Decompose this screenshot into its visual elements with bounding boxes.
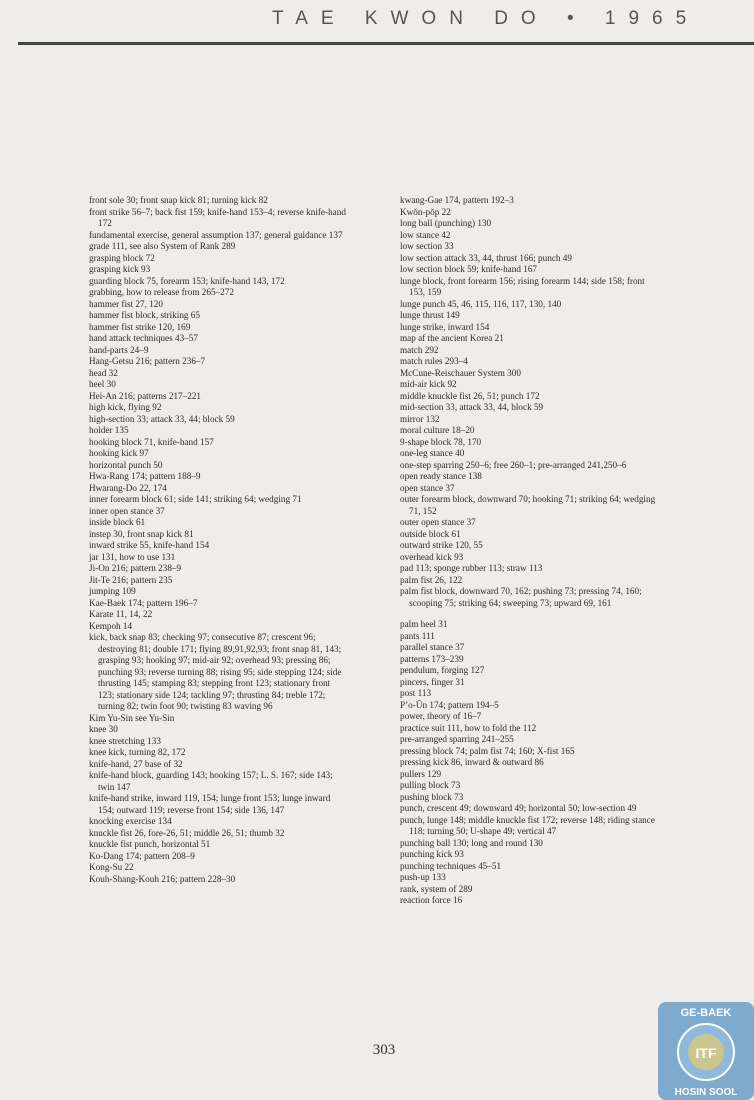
index-entry: post 113 bbox=[400, 688, 432, 698]
index-entry: Kouh-Shang-Kouh 216; pattern 228–30 bbox=[89, 873, 236, 884]
index-entry: moral culture 18–20 bbox=[400, 425, 475, 435]
index-entry: one-leg stance 40 bbox=[400, 448, 465, 458]
index-column-right bbox=[400, 195, 658, 907]
index-entry: pressing kick 86, inward & outward 86 bbox=[400, 757, 544, 767]
index-entry: high kick, flying 92 bbox=[89, 402, 162, 412]
index-entry: horizontal punch 50 bbox=[89, 459, 163, 470]
index-entry: grabbing, how to release from 265–272 bbox=[89, 287, 234, 297]
index-column-left bbox=[89, 195, 347, 885]
index-entry: jumping 109 bbox=[89, 586, 136, 596]
index-entry: inside block 61 bbox=[89, 517, 146, 527]
index-entry: knocking exercise 134 bbox=[89, 816, 172, 826]
index-entry: Kae-Baek 174; pattern 196–7 bbox=[89, 597, 198, 608]
index-entry: match rules 293–4 bbox=[400, 356, 468, 366]
index-entry: knife-hand strike, inward 119, 154; lunge front 153; lunge inward 154; outward 119; reverse front 154; side 136, 147 bbox=[89, 793, 331, 815]
index-entry: Kim Yu-Sin see Yu-Sin bbox=[89, 712, 175, 723]
index-entry: Ji-On 216; pattern 238–9 bbox=[89, 563, 182, 573]
index-entry: holder 135 bbox=[89, 425, 129, 435]
index-entry: Kong-Su 22 bbox=[89, 862, 134, 872]
index-entry: Karate 11, 14, 22 bbox=[89, 609, 153, 619]
index-entry: Jit-Te 216; pattern 235 bbox=[89, 574, 173, 585]
index-entry: knuckle fist 26, fore-26, 51; middle 26, 51; thumb 32 bbox=[89, 827, 285, 838]
index-entry: lunge block, front forearm 156; rising forearm 144; side 158; front 153, 159 bbox=[400, 275, 645, 297]
index-entry: lunge thrust 149 bbox=[400, 310, 460, 320]
page-number: 303 bbox=[372, 1042, 396, 1058]
index-entry: pre-arranged sparring 241–255 bbox=[400, 734, 514, 744]
index-entry: McCune-Reischauer System 300 bbox=[400, 367, 521, 378]
index-entry: palm heel 31 bbox=[400, 619, 448, 629]
index-entry: Hang-Getsu 216; pattern 236–7 bbox=[89, 356, 206, 366]
index-entry: hammer fist block, striking 65 bbox=[89, 310, 200, 320]
index-entry: pad 113; sponge rubber 113; straw 113 bbox=[400, 563, 543, 573]
index-entry: practice suit 111, how to fold the 112 bbox=[400, 722, 537, 733]
index-entry: mirror 132 bbox=[400, 413, 440, 424]
index-entry: open stance 37 bbox=[400, 482, 455, 493]
index-entry: 9-shape block 78, 170 bbox=[400, 436, 482, 447]
index-entry: Hei-An 216; patterns 217–221 bbox=[89, 390, 202, 401]
index-entry: pulling block 73 bbox=[400, 780, 461, 790]
index-entry: patterns 173–239 bbox=[400, 653, 464, 664]
index-entry: head 32 bbox=[89, 367, 118, 378]
index-entry: outer forearm block, downward 70; hooking 71; striking 64; wedging 71, 152 bbox=[400, 494, 656, 516]
index-entry: kwang-Gae 174, pattern 192–3 bbox=[400, 195, 514, 205]
index-entry: instep 30, front snap kick 81 bbox=[89, 528, 194, 539]
index-entry: lunge strike, inward 154 bbox=[400, 321, 490, 332]
index-entry: pincers, finger 31 bbox=[400, 676, 465, 687]
index-entry: low stance 42 bbox=[400, 229, 451, 240]
running-header-title: TAE KWON DO • 1965 bbox=[272, 8, 700, 29]
index-entry: pants 111 bbox=[400, 630, 435, 641]
index-entry: punching ball 130; long and round 130 bbox=[400, 837, 543, 848]
index-entry: punching kick 93 bbox=[400, 849, 464, 859]
index-entry: hammer fist 27, 120 bbox=[89, 298, 163, 309]
index-entry: hooking kick 97 bbox=[89, 448, 149, 458]
index-entry: power, theory of 16–7 bbox=[400, 711, 482, 721]
index-entry: punch, lunge 148; middle knuckle fist 172; reverse 148; riding stance 118; turning 50; U-shape 49; vertical 47 bbox=[400, 814, 655, 836]
svg-text:GE-BAEK: GE-BAEK bbox=[680, 1007, 732, 1019]
index-entry: mid-section 33, attack 33, 44, block 59 bbox=[400, 402, 544, 412]
index-entry: palm fist 26, 122 bbox=[400, 574, 463, 585]
index-entry: Hwarang-Do 22, 174 bbox=[89, 482, 167, 493]
index-entry: knife-hand block, guarding 143; hooking 157; L. S. 167; side 143; twin 147 bbox=[89, 770, 333, 792]
index-entry: hand attack techniques 43–57 bbox=[89, 333, 198, 343]
index-entry: hooking block 71, knife-hand 157 bbox=[89, 436, 214, 447]
index-entry: Kempoh 14 bbox=[89, 620, 133, 631]
index-entry: punch, crescent 49; downward 49; horizontal 50; low-section 49 bbox=[400, 803, 637, 813]
index-entry: front strike 56–7; back fist 159; knife-hand 153–4; reverse knife-hand 172 bbox=[89, 206, 346, 228]
index-entry: pressing block 74; palm fist 74; 160; X-fist 165 bbox=[400, 745, 575, 756]
index-entry: grasping kick 93 bbox=[89, 264, 151, 274]
index-entry: knife-hand, 27 base of 32 bbox=[89, 758, 183, 769]
index-entry: Kwŏn-pŏp 22 bbox=[400, 206, 451, 217]
index-entry: low section 33 bbox=[400, 241, 454, 251]
index-entry: mid-air kick 92 bbox=[400, 379, 457, 389]
index-entry: pushing block 73 bbox=[400, 791, 464, 802]
index-entry: jar 131, how to use 131 bbox=[89, 551, 176, 562]
index-entry: grasping block 72 bbox=[89, 252, 155, 263]
index-entry: palm fist block, downward 70, 162; pushing 73; pressing 74, 160; scooping 75; striking 64; sweeping 73; upward 69, 161 bbox=[400, 586, 642, 608]
index-entry: high-section 33; attack 33, 44; block 59 bbox=[89, 413, 235, 424]
index-entry: middle knuckle fist 26, 51; punch 172 bbox=[400, 390, 540, 401]
index-entry: fundamental exercise, general assumption 137; general guidance 137 bbox=[89, 229, 343, 240]
svg-text:ITF: ITF bbox=[695, 1045, 717, 1061]
index-entry: long ball (punching) 130 bbox=[400, 218, 492, 228]
index-entry: heel 30 bbox=[89, 379, 116, 389]
index-entry: outer open stance 37 bbox=[400, 517, 476, 527]
index-entry: hammer fist strike 120, 169 bbox=[89, 321, 191, 332]
index-entry: push-up 133 bbox=[400, 872, 446, 882]
index-entry: knee stretching 133 bbox=[89, 735, 161, 746]
index-gap bbox=[400, 609, 658, 619]
index-entry: pendulum, forging 127 bbox=[400, 665, 485, 675]
index-entry: outward strike 120, 55 bbox=[400, 540, 483, 550]
index-entry: knuckle fist punch, horizontal 51 bbox=[89, 839, 211, 849]
index-entry: pullers 129 bbox=[400, 768, 442, 779]
header-rule bbox=[18, 42, 754, 45]
index-entry: outside block 61 bbox=[400, 528, 461, 539]
index-entry: P’o-Ūn 174; pattern 194–5 bbox=[400, 699, 499, 710]
index-entry: reaction force 16 bbox=[400, 895, 463, 905]
index-entry: low section block 59; knife-hand 167 bbox=[400, 264, 538, 274]
index-entry: rank, system of 289 bbox=[400, 883, 473, 894]
index-entry: low section attack 33, 44, thrust 166; punch 49 bbox=[400, 252, 572, 263]
index-entry: lunge punch 45, 46, 115, 116, 117, 130, 140 bbox=[400, 298, 562, 309]
index-entry: map af the ancient Korea 21 bbox=[400, 333, 504, 343]
index-entry: front sole 30; front snap kick 81; turning kick 82 bbox=[89, 195, 268, 205]
index-entry: one-step sparring 250–6; free 260–1; pre-arranged 241,250–6 bbox=[400, 459, 627, 470]
index-entry: inner open stance 37 bbox=[89, 505, 165, 516]
index-entry: guarding block 75, forearm 153; knife-hand 143, 172 bbox=[89, 275, 285, 286]
index-entry: hand-parts 24–9 bbox=[89, 344, 149, 355]
index-entry: knee kick, turning 82, 172 bbox=[89, 747, 186, 757]
index-entry: Hwa-Rang 174; pattern 188–9 bbox=[89, 471, 201, 481]
index-entry: parallel stance 37 bbox=[400, 642, 465, 652]
index-entry: overhead kick 93 bbox=[400, 551, 464, 562]
index-entry: grade 111, see also System of Rank 289 bbox=[89, 241, 236, 251]
index-entry: match 292 bbox=[400, 344, 439, 355]
index-entry: punching techniques 45–51 bbox=[400, 860, 502, 871]
index-entry: knee 30 bbox=[89, 724, 118, 734]
index-entry: Ko-Dang 174; pattern 208–9 bbox=[89, 850, 195, 861]
index-entry: inner forearm block 61; side 141; striking 64; wedging 71 bbox=[89, 494, 302, 504]
index-entry: inward strike 55, knife-hand 154 bbox=[89, 540, 210, 550]
ge-baek-hosin-sool-seal-logo bbox=[658, 1002, 754, 1100]
index-entry: open ready stance 138 bbox=[400, 471, 482, 481]
svg-text:HOSIN SOOL: HOSIN SOOL bbox=[674, 1087, 738, 1098]
index-entry: kick, back snap 83; checking 97; consecutive 87; crescent 96; destroying 81; double 171; flying 89,91,92,93; front snap 81, 143; grasping 93; hooking 97; mid-air 92; overhead 93; pressing 86; punching 93; reverse turning 88; rising 95; side stepping 124; side thrusting 145; stamping 83; stepping front 123; stationary front 123; stationary side 124; tackling 97; thrusting 84; treble 172; turning 82; twin foot 90; twisting 83 waving 96 bbox=[89, 632, 342, 711]
